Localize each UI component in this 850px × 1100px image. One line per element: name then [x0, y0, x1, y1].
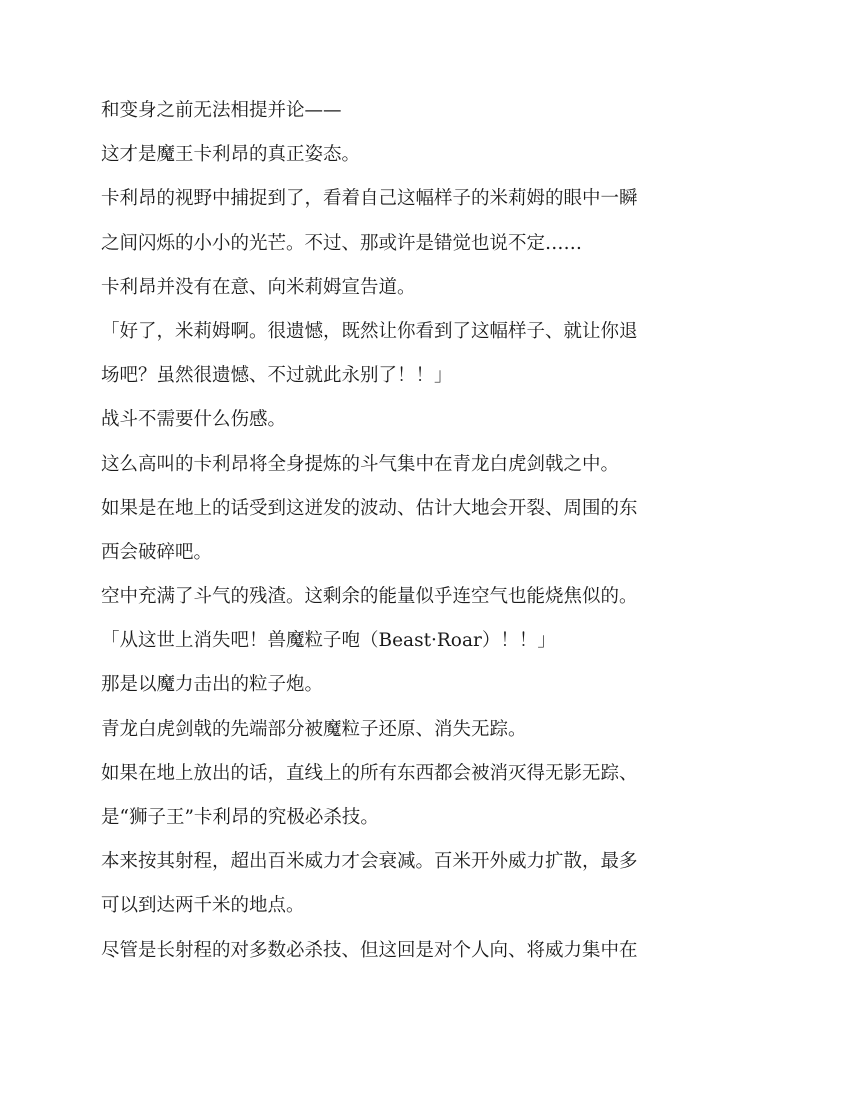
text-line: 空中充满了斗气的残渣。这剩余的能量似乎连空气也能烧焦似的。 [101, 586, 638, 608]
text-line: 如果是在地上的话受到这迸发的波动、估计大地会开裂、周围的东 [101, 497, 638, 519]
text-line: 是“狮子王”卡利昂的究极必杀技。 [101, 807, 379, 828]
body-text [101, 94, 721, 978]
text-line: 这么高叫的卡利昂将全身提炼的斗气集中在青龙白虎剑戟之中。 [101, 453, 620, 475]
text-line: 青龙白虎剑戟的先端部分被魔粒子还原、消失无踪。 [101, 718, 527, 740]
text-line: 本来按其射程，超出百米威力才会衰减。百米开外威力扩散，最多 [101, 851, 638, 873]
text-line: 场吧？虽然很遗憾、不过就此永别了！！」 [101, 365, 453, 387]
text-line: 「从这世上消失吧！兽魔粒子咆（Beast·Roar）！！」 [101, 630, 556, 652]
text-line: 和变身之前无法相提并论—— [101, 100, 342, 121]
text-line: 尽管是长射程的对多数必杀技、但这回是对个人向、将威力集中在 [101, 939, 638, 961]
text-line: 卡利昂的视野中捕捉到了，看着自己这幅样子的米莉姆的眼中一瞬 [101, 188, 638, 210]
text-line: 那是以魔力击出的粒子炮。 [101, 674, 324, 696]
text-line: 如果在地上放出的话，直线上的所有东西都会被消灭得无影无踪、 [101, 762, 638, 784]
text-line: 这才是魔王卡利昂的真正姿态。 [101, 144, 361, 166]
text-line: 战斗不需要什么伤感。 [101, 409, 287, 431]
text-line: 「好了，米莉姆啊。很遗憾，既然让你看到了这幅样子、就让你退 [101, 320, 638, 342]
text-line: 之间闪烁的小小的光芒。不过、那或许是错觉也说不定…… [101, 232, 583, 254]
text-line: 可以到达两千米的地点。 [101, 895, 305, 917]
text-line: 西会破碎吧。 [101, 541, 213, 563]
text-line: 卡利昂并没有在意、向米莉姆宣告道。 [101, 276, 416, 298]
